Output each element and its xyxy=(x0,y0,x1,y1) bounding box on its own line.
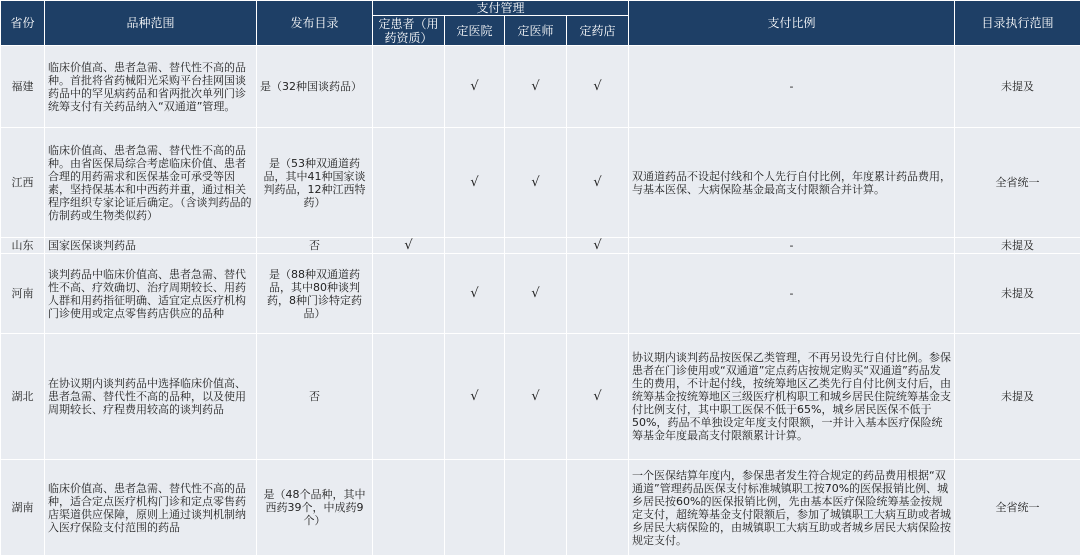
table-row xyxy=(1,238,1080,254)
doctor-check: √ xyxy=(505,128,567,238)
header-doctor: 定医师 xyxy=(505,16,567,46)
exec-cell: 全省统一 xyxy=(955,460,1080,556)
patient-check xyxy=(373,254,445,334)
header-hospital: 定医院 xyxy=(445,16,505,46)
table-row xyxy=(1,46,1080,128)
pharmacy-check: √ xyxy=(567,334,629,460)
hospital-check: √ xyxy=(445,254,505,334)
ratio-cell: 双通道药品不设起付线和个人先行自付比例，年度累计药品费用，与基本医保、大病保险基金最高支付限额合并计算。 xyxy=(629,128,955,238)
scope-cell: 临床价值高、患者急需、替代性不高的品种，适合定点医疗机构门诊和定点零售药店渠道供应保障，原则上通过谈判机制纳入医疗保险支付范围的药品 xyxy=(45,460,257,556)
catalog-cell: 否 xyxy=(257,238,373,254)
header-pharmacy: 定药店 xyxy=(567,16,629,46)
header-scope: 品种范围 xyxy=(45,1,257,46)
hospital-check xyxy=(445,460,505,556)
doctor-check: √ xyxy=(505,334,567,460)
doctor-check xyxy=(505,238,567,254)
patient-check xyxy=(373,46,445,128)
pharmacy-check xyxy=(567,254,629,334)
province-cell: 江西 xyxy=(1,128,45,238)
pharmacy-check: √ xyxy=(567,128,629,238)
pharmacy-check: √ xyxy=(567,46,629,128)
pharmacy-check: √ xyxy=(567,238,629,254)
ratio-cell: - xyxy=(629,254,955,334)
hospital-check: √ xyxy=(445,46,505,128)
doctor-check: √ xyxy=(505,46,567,128)
table-row xyxy=(1,334,1080,460)
scope-cell: 临床价值高、患者急需、替代性不高的品种。首批将省药械阳光采购平台挂网国谈药品中的罕见病药品和省两批次单列门诊统筹支付有关药品纳入“双通道”管理。 xyxy=(45,46,257,128)
patient-check xyxy=(373,128,445,238)
header-patient: 定患者（用药资质） xyxy=(373,16,445,46)
hospital-check: √ xyxy=(445,334,505,460)
scope-cell: 谈判药品中临床价值高、患者急需、替代性不高、疗效确切、治疗周期较长、用药人群和用药指征明确、适宜定点医疗机构门诊使用或定点零售药店供应的品种 xyxy=(45,254,257,334)
ratio-cell: 一个医保结算年度内，参保患者发生符合规定的药品费用根据“双通道”管理药品医保支付标准城镇职工按70%的医保报销比例、城乡居民按60%的医保报销比例，先由基本医疗保险统筹基金按规定支付，超统筹基金支付限额后，参加了城镇职工大病互助或者城乡居民大病保险的，由城镇职工大病互助或者城乡居民大病保险按规定支付。 xyxy=(629,460,955,556)
ratio-cell: - xyxy=(629,46,955,128)
scope-cell: 临床价值高、患者急需、替代性不高的品种。由省医保局综合考虑临床价值、患者合理的用药需求和医保基金可承受等因素，坚持保基本和中西药并重，通过相关程序组织专家论证后确定。（含谈判药品的仿制药或生物类似药） xyxy=(45,128,257,238)
exec-cell: 未提及 xyxy=(955,254,1080,334)
header-province: 省份 xyxy=(1,1,45,46)
exec-cell: 未提及 xyxy=(955,46,1080,128)
patient-check: √ xyxy=(373,238,445,254)
ratio-cell: 协议期内谈判药品按医保乙类管理，不再另设先行自付比例。参保患者在门诊使用或“双通道”定点药店按规定购买“双通道”药品发生的费用，不计起付线，按统筹地区乙类先行自付比例支付后，由统筹基金按统筹地区三级医疗机构职工和城乡居民住院统筹基金支付比例支付，其中职工医保不低于65%，城乡居民医保不低于50%，药品不单独设定年度支付限额，一并计入基本医疗保险统筹基金年度最高支付限额累计计算。 xyxy=(629,334,955,460)
patient-check xyxy=(373,334,445,460)
province-cell: 湖北 xyxy=(1,334,45,460)
exec-cell: 全省统一 xyxy=(955,128,1080,238)
catalog-cell: 是（48个品种，其中西药39个，中成药9个） xyxy=(257,460,373,556)
hospital-check: √ xyxy=(445,128,505,238)
table-row xyxy=(1,128,1080,238)
province-cell: 福建 xyxy=(1,46,45,128)
doctor-check xyxy=(505,460,567,556)
catalog-cell: 是（32种国谈药品） xyxy=(257,46,373,128)
pharmacy-check xyxy=(567,460,629,556)
scope-cell: 国家医保谈判药品 xyxy=(45,238,257,254)
header-exec: 目录执行范围 xyxy=(955,1,1080,46)
header-payment: 支付管理 xyxy=(373,1,629,16)
province-cell: 山东 xyxy=(1,238,45,254)
province-cell: 湖南 xyxy=(1,460,45,556)
catalog-cell: 否 xyxy=(257,334,373,460)
table-row xyxy=(1,254,1080,334)
ratio-cell: - xyxy=(629,238,955,254)
catalog-cell: 是（53种双通道药品，其中41种国家谈判药品，12种江西特药） xyxy=(257,128,373,238)
catalog-cell: 是（88种双通道药品，其中80种谈判药，8种门诊特定药品） xyxy=(257,254,373,334)
table-row xyxy=(1,460,1080,556)
hospital-check xyxy=(445,238,505,254)
header-catalog: 发布目录 xyxy=(257,1,373,46)
province-cell: 河南 xyxy=(1,254,45,334)
doctor-check: √ xyxy=(505,254,567,334)
header-ratio: 支付比例 xyxy=(629,1,955,46)
exec-cell: 未提及 xyxy=(955,238,1080,254)
patient-check xyxy=(373,460,445,556)
exec-cell: 未提及 xyxy=(955,334,1080,460)
scope-cell: 在协议期内谈判药品中选择临床价值高、患者急需、替代性不高的品种，以及使用周期较长、疗程费用较高的谈判药品 xyxy=(45,334,257,460)
